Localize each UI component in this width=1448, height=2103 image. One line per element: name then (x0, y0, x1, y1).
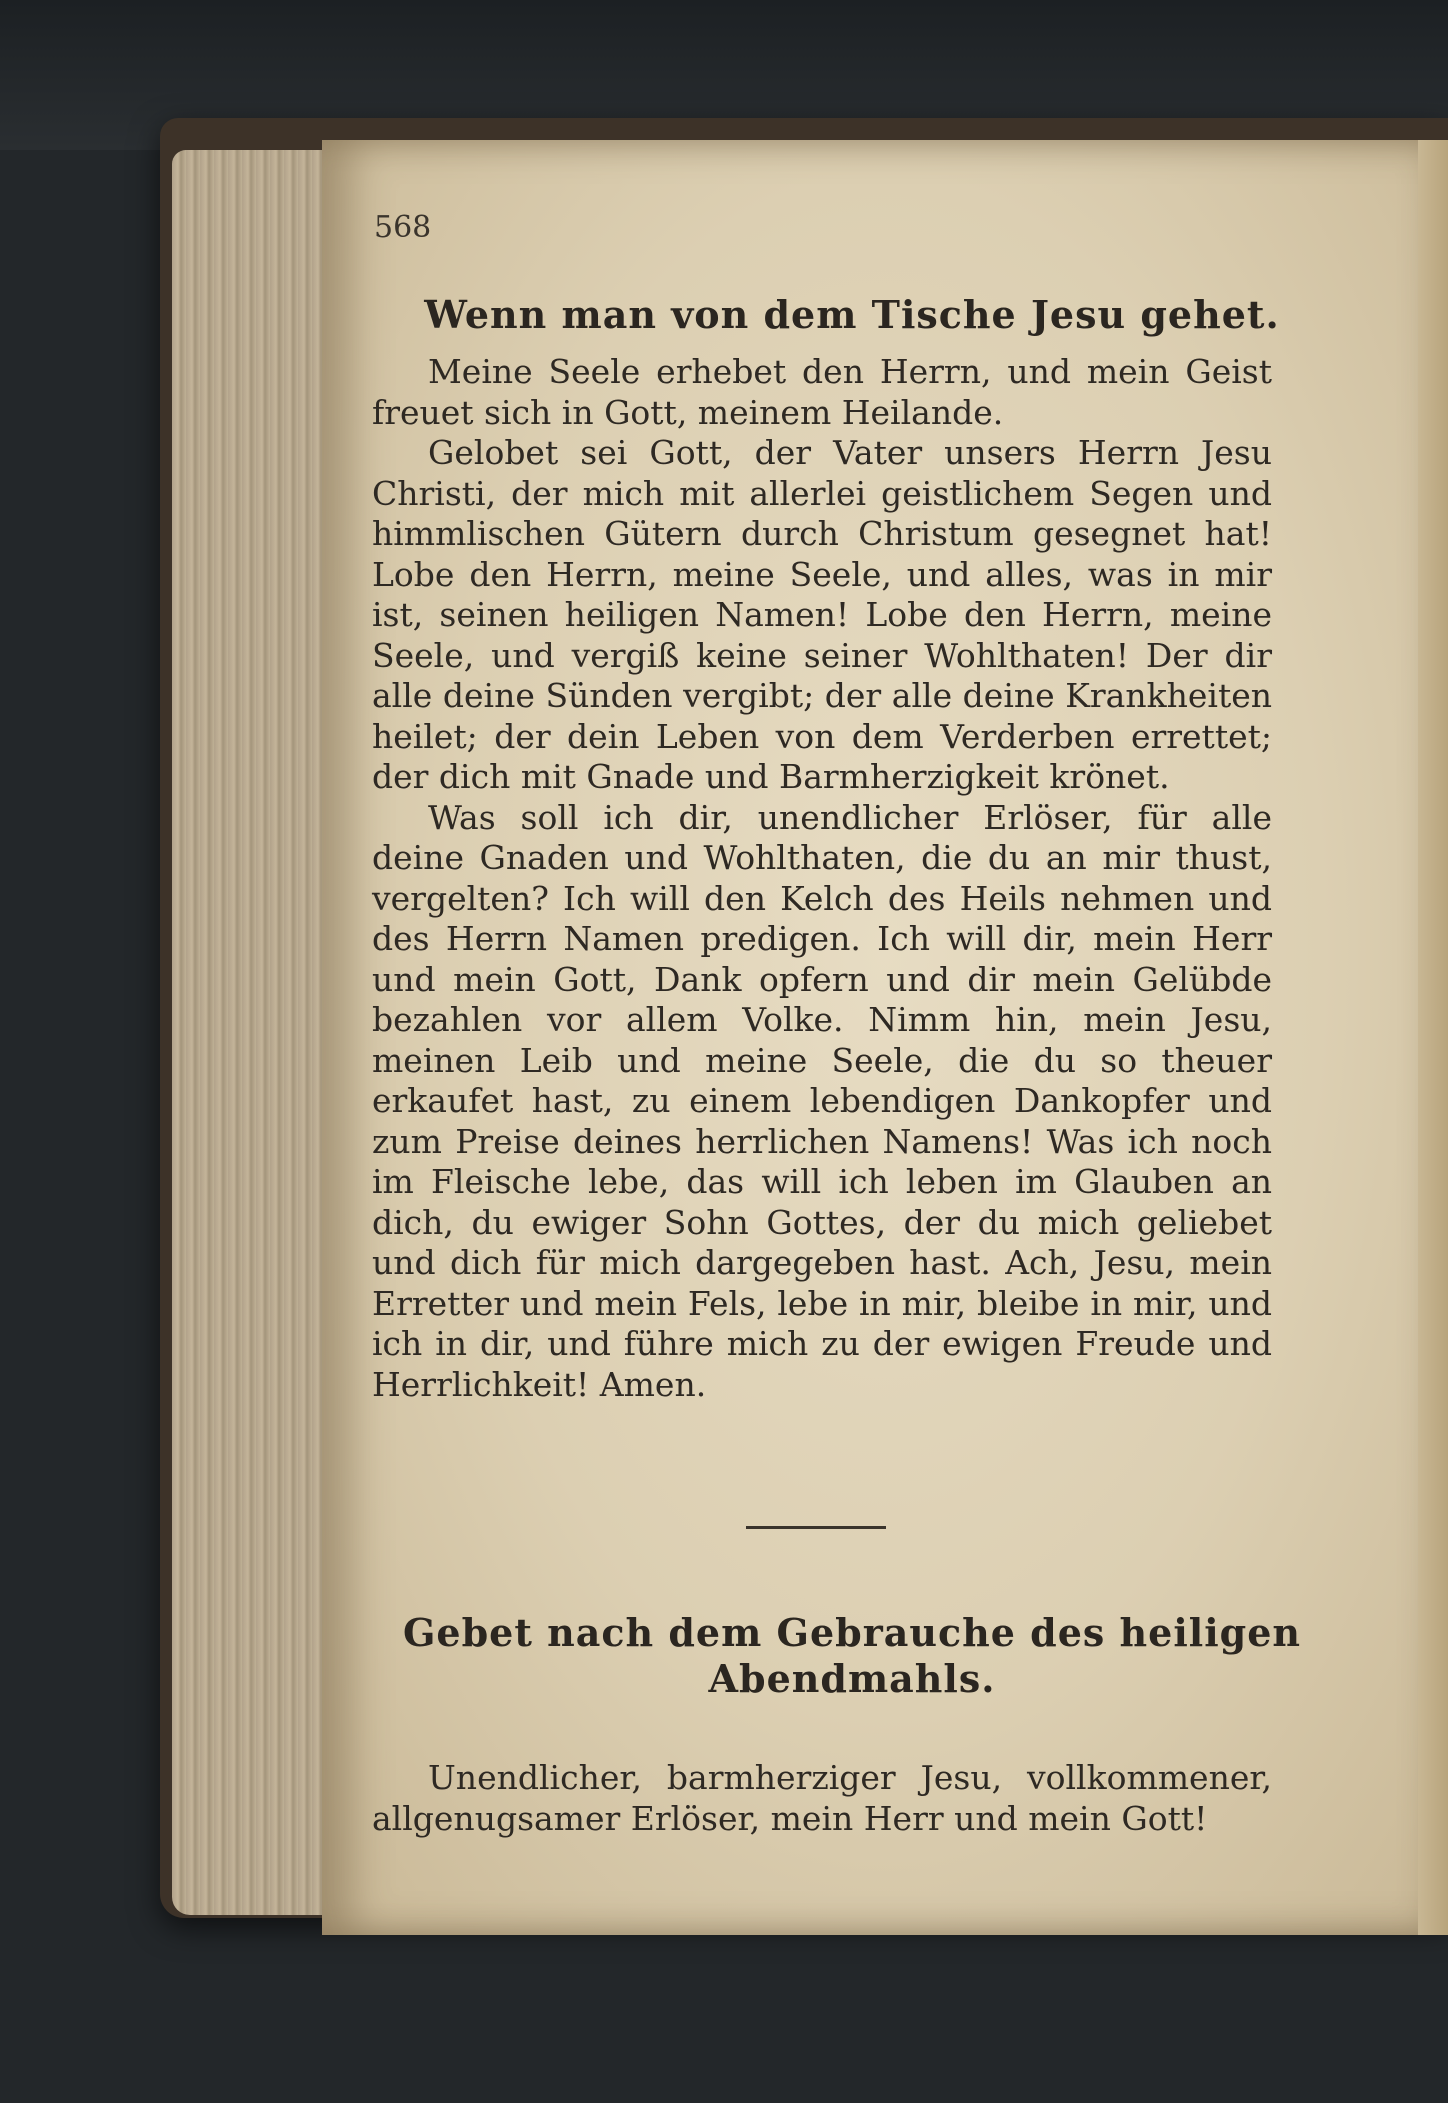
section-title-1: Wenn man von dem Tische Jesu gehet. (424, 292, 1280, 337)
page-gutter (1418, 140, 1448, 1935)
section-divider (746, 1526, 886, 1529)
section-2-text (372, 1758, 1272, 1839)
section-1-text (372, 352, 1272, 1405)
section-title-2-line-1: Gebet nach dem Gebrauche des heiligen (402, 1610, 1302, 1655)
paragraph-1: Meine Seele erhebet den Herrn, und mein Geist freuet sich in Gott, meinem Heilande. (372, 352, 1272, 432)
paragraph-4: Unendlicher, barmherziger Jesu, vollkommener, allgenugsamer Erlöser, mein Herr und mein Gott! (372, 1758, 1272, 1838)
book-page (322, 140, 1448, 1935)
paragraph-3: Was soll ich dir, unendlicher Erlöser, für alle deine Gnaden und Wohlthaten, die du an mir thust, vergelten? Ich will den Kelch des Heils nehmen und des Herrn Namen predigen. Ich will dir, mein Herr und mein Gott, Dank opfern und dir mein Gelübde bezahlen vor allem Volke. Nimm hin, mein Jesu, meinen Leib und meine Seele, die du so theuer erkaufet hast, zu einem lebendigen Dankopfer und zum Preise deines herrlichen Namens! Was ich noch im Fleische lebe, das will ich leben im Glauben an dich, du ewiger Sohn Gottes, der du mich geliebet und dich für mich dargegeben hast. Ach, Jesu, mein Erretter und mein Fels, lebe in mir, bleibe in mir, und ich in dir, und führe mich zu der ewigen Freude und Herrlichkeit! Amen. (372, 797, 1272, 1404)
section-title-2 (402, 1610, 1302, 1702)
page-number: 568 (374, 210, 432, 245)
paragraph-2: Gelobet sei Gott, der Vater unsers Herrn Jesu Christi, der mich mit allerlei geistlichem Segen und himmlischen Gütern durch Christum gesegnet hat! Lobe den Herrn, meine Seele, und alles, was in mir ist, seinen heiligen Namen! Lobe den Herrn, meine Seele, und vergiß keine seiner Wohlthaten! Der dir alle deine Sünden vergibt; der alle deine Krankheiten heilet; der dein Leben von dem Verderben errettet; der dich mit Gnade und Barmherzigkeit krönet. (372, 433, 1272, 796)
section-title-2-line-2: Abendmahls. (708, 1656, 996, 1701)
